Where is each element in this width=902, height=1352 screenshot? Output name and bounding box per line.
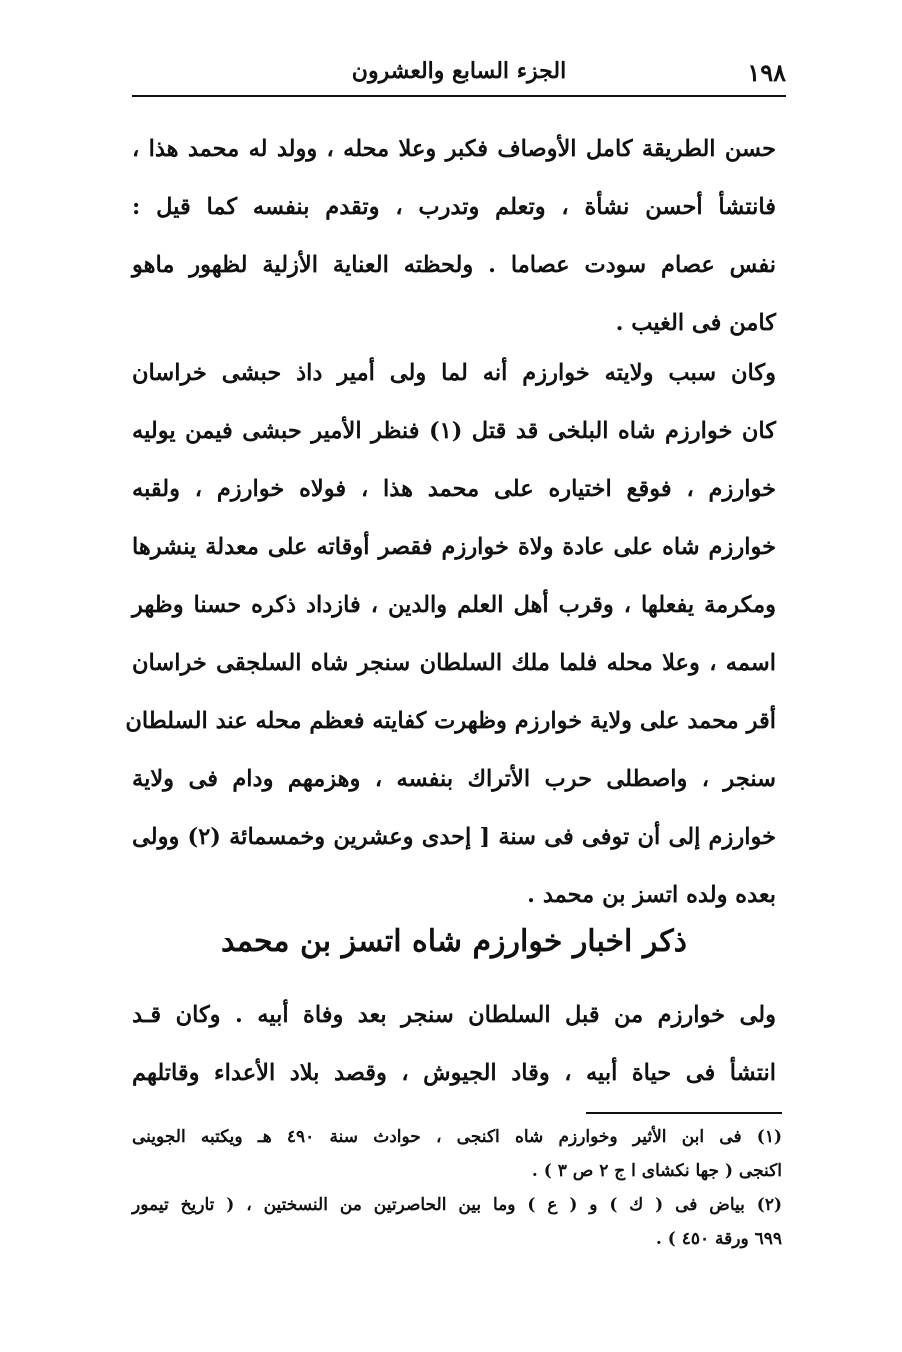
text-line: نفس عصام سودت عصاما . ولحظته العناية الأزلية لظهور ماهو — [132, 252, 776, 278]
section-heading: ذكر اخبار خوارزم شاه اتسز بن محمد — [220, 924, 688, 959]
text-line: خوارزم إلى أن توفى فى سنة [ إحدى وعشرين وخمسمائة (٢) وولى — [132, 824, 776, 850]
text-line: خوارزم شاه على عادة ولاة خوارزم فقصر أوقاته على معدلة ينشرها — [132, 534, 776, 560]
footnote-line: اكنجى ( جها نكشاى ا ج ٢ ص ٣ ) . — [531, 1161, 782, 1181]
text-line: بعده ولده اتسز بن محمد . — [527, 882, 776, 908]
paragraph-3 — [132, 986, 776, 1102]
footnote-line: ٦٩٩ ورقة ٤٥٠ ) . — [655, 1229, 782, 1249]
text-line: فانتشأ أحسن نشأة ، وتعلم وتدرب ، وتقدم بنفسه كما قيل : — [132, 194, 776, 220]
footnote-line: (٢) بياض فى ( ك ) و ( ع ) وما بين الحاصرتين من النسختين ، ( تاريخ تيمور — [132, 1195, 782, 1215]
text-line: خوارزم ، فوقع اختياره على محمد هذا ، فولاه خوارزم ، ولقبه — [132, 476, 776, 502]
text-line: ولى خوارزم من قبل السلطان سنجر بعد وفاة أبيه . وكان قـد — [132, 1002, 776, 1028]
text-line: اسمه ، وعلا محله فلما ملك السلطان سنجر شاه السلجقى خراسان — [132, 650, 776, 676]
text-line: وكان سبب ولايته خوارزم أنه لما ولى أمير داذ حبشى خراسان — [132, 360, 776, 386]
page-header — [132, 54, 786, 88]
footnote-rule — [586, 1112, 782, 1114]
footnotes — [132, 1120, 782, 1256]
text-line: سنجر ، واصطلى حرب الأتراك بنفسه ، وهزمهم ودام فى ولاية — [132, 766, 776, 792]
footnote-line: (١) فى ابن الأثير وخوارزم شاه اكنجى ، حوادث سنة ٤٩٠ هـ ويكتبه الجوينى — [132, 1127, 782, 1147]
text-line: أقر محمد على ولاية خوارزم وظهرت كفايته فعظم محله عند السلطان — [125, 708, 776, 734]
text-line: ومكرمة يفعلها ، وقرب أهل العلم والدين ، فازداد ذكره حسنا وظهر — [132, 592, 776, 618]
paragraph-2 — [125, 344, 776, 924]
running-title: الجزء السابع والعشرون — [351, 58, 567, 84]
text-line: كان خوارزم شاه البلخى قد قتل (١) فنظر الأمير حبشى فيمن يوليه — [132, 418, 776, 444]
paragraph-1 — [132, 120, 776, 352]
page-number: ١٩٨ — [747, 58, 786, 87]
text-line: حسن الطريقة كامل الأوصاف فكبر وعلا محله ، وولد له محمد هذا ، — [132, 136, 776, 162]
text-line: انتشأ فى حياة أبيه ، وقاد الجيوش ، وقصد بلاد الأعداء وقاتلهم — [132, 1060, 776, 1086]
text-line: كامن فى الغيب . — [615, 310, 776, 336]
header-rule — [132, 95, 786, 97]
